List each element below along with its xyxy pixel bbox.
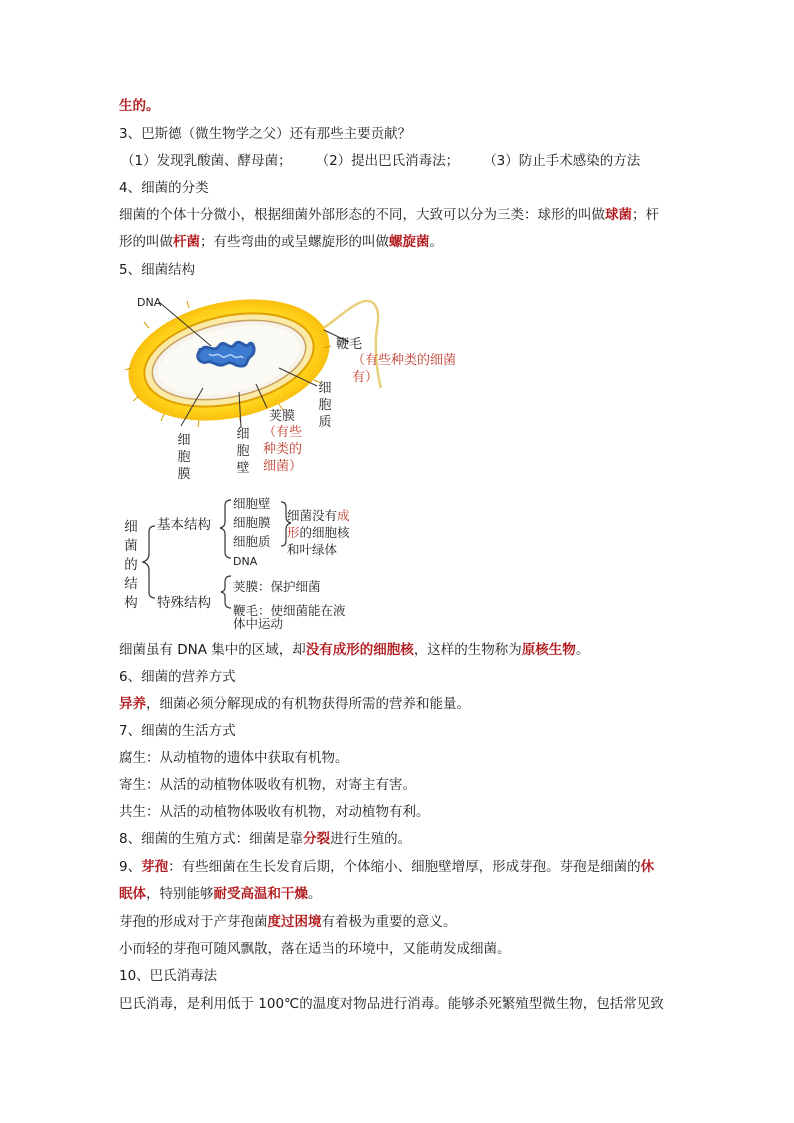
lifestyle-parasitic: 寄生：从活的动植物体吸收有机物，对寄主有害。 xyxy=(119,777,416,793)
nucleus-paragraph xyxy=(119,640,589,660)
highlight-text: 生的。 xyxy=(119,98,160,114)
section-3-answers xyxy=(121,151,640,171)
capsule-label: 荚膜 xyxy=(269,409,296,424)
section-8 xyxy=(119,829,411,849)
section-9-line-1 xyxy=(119,857,654,877)
section-9-line-4: 小而轻的芽孢可随风飘散，落在适当的环境中，又能萌发成细菌。 xyxy=(119,941,511,957)
note-red-text: 形 xyxy=(287,525,300,540)
highlight-text: 球菌 xyxy=(605,207,632,223)
body-text: 8、细菌的生殖方式：细菌是靠 xyxy=(119,831,304,847)
body-text: ；有些弯曲的或呈螺旋形的叫做 xyxy=(200,234,389,250)
basic-item: 细胞质 xyxy=(233,534,271,549)
body-text: ：有些细菌在生长发育后期，个体缩小、细胞壁增厚，形成芽孢。芽孢是细菌的 xyxy=(168,859,641,875)
body-text: ，特别能够 xyxy=(146,886,214,902)
basic-note-line-3: 和叶绿体 xyxy=(287,542,338,557)
bacterium-diagram xyxy=(119,288,479,488)
highlight-text: 度过困境 xyxy=(267,914,322,930)
body-text: 进行生殖的。 xyxy=(330,831,412,847)
highlight-text: 芽孢 xyxy=(141,859,169,875)
cell-wall-label: 细胞壁 xyxy=(236,427,250,476)
section-10-title: 10、巴氏消毒法 xyxy=(119,968,218,984)
body-text: 细菌虽有 DNA 集中的区域，却 xyxy=(119,642,306,658)
lifestyle-symbiotic: 共生：从活的动植物体吸收有机物，对动植物有利。 xyxy=(119,804,430,820)
section-4-title: 4、细菌的分类 xyxy=(119,180,209,196)
structure-tree xyxy=(119,492,379,632)
section-4-paragraph-line-2 xyxy=(119,232,443,252)
dna-label: DNA xyxy=(137,296,162,309)
capsule-note: （有些种类的细菌） xyxy=(263,425,303,474)
section-7-title: 7、细菌的生活方式 xyxy=(119,723,236,739)
highlight-text: 分裂 xyxy=(303,831,331,847)
highlight-text: 原核生物 xyxy=(521,642,576,658)
basic-item: DNA xyxy=(233,555,258,568)
basic-structure-label: 基本结构 xyxy=(157,517,211,533)
section-6-title: 6、细菌的营养方式 xyxy=(119,669,236,685)
flagellum-note: （有些种类的细菌有） xyxy=(352,353,457,385)
section-4-paragraph-line-1 xyxy=(119,205,659,225)
answer-item: （1）发现乳酸菌、酵母菌； xyxy=(121,153,292,169)
section-5-title: 5、细菌结构 xyxy=(119,262,196,278)
highlight-text: 休 xyxy=(640,859,655,875)
section-6-paragraph xyxy=(119,694,470,714)
section-10-paragraph: 巴氏消毒，是利用低于 100℃的温度对物品进行消毒。能够杀死繁殖型微生物，包括常见致 xyxy=(119,996,664,1012)
section-9-line-3 xyxy=(119,912,457,932)
dna-shape xyxy=(198,342,254,366)
special-item-flagellum-cont: 体中运动 xyxy=(233,616,284,631)
body-text: ，这样的生物称为 xyxy=(413,642,522,658)
note-text: 的细胞核 xyxy=(299,525,350,540)
section-3-question: 3、巴斯德（微生物学之父）还有那些主要贡献？ xyxy=(119,126,412,142)
body-text: 细菌的个体十分微小，根据细菌外部形态的不同，大致可以分为三类：球形的叫做 xyxy=(119,207,605,223)
highlight-text: 异养 xyxy=(119,696,146,712)
cell-membrane-label: 细胞膜 xyxy=(177,433,191,482)
answer-item: （3）防止手术感染的方法 xyxy=(483,153,641,169)
body-text: ，细菌必须分解现成的有机物获得所需的营养和能量。 xyxy=(146,696,470,712)
flagellum-label: 鞭毛 xyxy=(336,337,363,352)
cytoplasm-label: 细胞质 xyxy=(318,381,332,430)
body-text: ；杆 xyxy=(632,207,659,223)
body-text: 形的叫做 xyxy=(119,234,173,250)
special-item-flagellum: 鞭毛：使细菌能在液 xyxy=(233,603,346,618)
highlight-text: 没有成形的细胞核 xyxy=(305,642,414,658)
tree-root: 细菌的结构 xyxy=(124,519,138,611)
continued-text xyxy=(119,96,160,116)
body-text: 有着极为重要的意义。 xyxy=(321,914,457,930)
highlight-text: 耐受高温和干燥 xyxy=(213,886,308,902)
section-9-line-2 xyxy=(119,884,322,904)
highlight-text: 杆菌 xyxy=(173,234,200,250)
highlight-text: 螺旋菌 xyxy=(389,234,430,250)
special-structure-label: 特殊结构 xyxy=(157,595,211,611)
highlight-text: 眠体 xyxy=(119,886,146,902)
body-text: 芽孢的形成对于产芽孢菌 xyxy=(119,914,268,930)
note-red-text: 成 xyxy=(337,508,350,523)
lifestyle-saprophytic: 腐生：从动植物的遗体中获取有机物。 xyxy=(119,750,349,766)
basic-item: 细胞膜 xyxy=(233,515,271,530)
answer-item: （2）提出巴氏消毒法； xyxy=(315,153,460,169)
body-text: 。 xyxy=(308,886,322,902)
body-text: 9、 xyxy=(119,859,142,875)
body-text: 。 xyxy=(575,642,590,658)
note-text: 细菌没有 xyxy=(287,508,338,523)
basic-item: 细胞壁 xyxy=(233,496,271,511)
special-item-capsule: 荚膜：保护细菌 xyxy=(233,579,321,594)
body-text: 。 xyxy=(429,234,443,250)
